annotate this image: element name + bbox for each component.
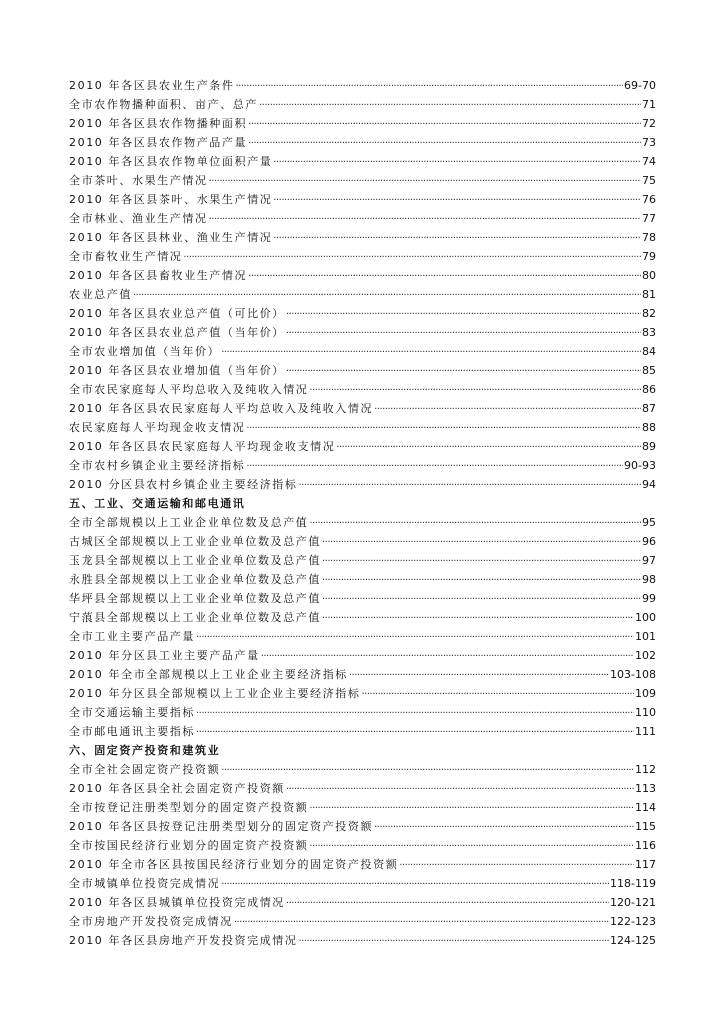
toc-entry[interactable] — [69, 513, 656, 532]
toc-entry[interactable] — [69, 722, 656, 741]
entry-title: 2010 年各区县茶叶、水果生产情况 — [69, 193, 273, 206]
toc-entry[interactable] — [69, 190, 656, 209]
toc-entry[interactable] — [69, 874, 656, 893]
dot-leader — [286, 894, 609, 913]
dot-leader — [322, 533, 641, 552]
page-number: 98 — [642, 573, 656, 586]
entry-title: 全市按登记注册类型划分的固定资产投资额 — [69, 801, 309, 814]
entry-title: 2010 年各区县畜牧业生产情况 — [69, 269, 248, 282]
page-number: 118-119 — [610, 877, 656, 890]
toc-entry[interactable] — [69, 817, 656, 836]
page-number: 81 — [642, 288, 656, 301]
page-number: 102 — [635, 649, 656, 662]
toc-entry[interactable] — [69, 171, 656, 190]
dot-leader — [322, 590, 641, 609]
dot-leader — [196, 723, 634, 742]
entry-title: 华坪县全部规模以上工业企业单位数及总产值 — [69, 592, 321, 605]
page-number: 103-108 — [610, 668, 656, 681]
toc-entry[interactable] — [69, 399, 656, 418]
entry-title: 2010 年各区县房地产开发投资完成情况 — [69, 934, 298, 947]
page-number: 79 — [642, 250, 656, 263]
toc-entry[interactable] — [69, 95, 656, 114]
toc-entry[interactable] — [69, 589, 656, 608]
entry-title: 全市畜牧业生产情况 — [69, 250, 183, 263]
entry-title: 永胜县全部规模以上工业企业单位数及总产值 — [69, 573, 321, 586]
dot-leader — [196, 704, 634, 723]
toc-entry[interactable] — [69, 76, 656, 95]
page-number: 76 — [642, 193, 656, 206]
toc-entry[interactable] — [69, 266, 656, 285]
dot-leader — [299, 932, 610, 951]
dot-leader — [309, 514, 641, 533]
entry-title: 农业总产值 — [69, 288, 132, 301]
entry-title: 全市房地产开发投资完成情况 — [69, 915, 233, 928]
entry-title: 2010 年各区县全社会固定资产投资额 — [69, 782, 285, 795]
dot-leader — [309, 837, 634, 856]
page-number: 112 — [635, 763, 656, 776]
entry-title: 全市农业增加值（当年价） — [69, 345, 221, 358]
entry-title: 全市农民家庭每人平均总收入及纯收入情况 — [69, 383, 309, 396]
toc-entry[interactable] — [69, 437, 656, 456]
dot-leader — [259, 96, 641, 115]
page-number: 116 — [635, 839, 656, 852]
toc-entry[interactable] — [69, 931, 656, 950]
dot-leader — [336, 438, 641, 457]
toc-section-heading[interactable] — [69, 494, 656, 513]
entry-title: 2010 年全市各区县按国民经济行业划分的固定资产投资额 — [69, 858, 399, 871]
dot-leader — [234, 913, 609, 932]
page-number: 97 — [642, 554, 656, 567]
page-number: 72 — [642, 117, 656, 130]
entry-title: 2010 年各区县农业总产值（当年价） — [69, 326, 285, 339]
dot-leader — [362, 685, 635, 704]
page-number: 77 — [642, 212, 656, 225]
toc-entry[interactable] — [69, 912, 656, 931]
dot-leader — [246, 457, 623, 476]
page-number: 83 — [642, 326, 656, 339]
entry-title: 2010 年各区县城镇单位投资完成情况 — [69, 896, 285, 909]
toc-entry[interactable] — [69, 760, 656, 779]
entry-title: 全市茶叶、水果生产情况 — [69, 174, 208, 187]
entry-title: 2010 年分区县工业主要产品产量 — [69, 649, 260, 662]
toc-entry[interactable] — [69, 836, 656, 855]
dot-leader — [221, 875, 609, 894]
dot-leader — [221, 761, 634, 780]
dot-leader — [299, 476, 642, 495]
toc-entry[interactable] — [69, 855, 656, 874]
entry-title: 全市按国民经济行业划分的固定资产投资额 — [69, 839, 309, 852]
toc-entry[interactable] — [69, 627, 656, 646]
page-number: 109 — [635, 687, 656, 700]
toc-entry[interactable] — [69, 114, 656, 133]
section-title: 六、固定资产投资和建筑业 — [69, 744, 221, 757]
toc-entry[interactable] — [69, 608, 656, 627]
page-number: 111 — [635, 725, 656, 738]
page-number: 73 — [642, 136, 656, 149]
entry-title: 2010 年各区县农业增加值（当年价） — [69, 364, 285, 377]
page-number: 74 — [642, 155, 656, 168]
page-number: 122-123 — [610, 915, 656, 928]
page-number: 87 — [642, 402, 656, 415]
entry-title: 全市全部规模以上工业企业单位数及总产值 — [69, 516, 309, 529]
toc-entry[interactable] — [69, 380, 656, 399]
section-title: 五、工业、交通运输和邮电通讯 — [69, 497, 246, 510]
dot-leader — [248, 115, 641, 134]
dot-leader — [273, 229, 641, 248]
entry-title: 2010 年各区县农作物单位面积产量 — [69, 155, 273, 168]
page-number: 117 — [635, 858, 656, 871]
page-number: 94 — [642, 478, 656, 491]
dot-leader — [349, 666, 609, 685]
page-number: 82 — [642, 307, 656, 320]
page-number: 96 — [642, 535, 656, 548]
toc-entry[interactable] — [69, 456, 656, 475]
page-number: 90-93 — [624, 459, 656, 472]
dot-leader — [286, 324, 641, 343]
page-number: 114 — [635, 801, 656, 814]
toc-entry[interactable] — [69, 779, 656, 798]
dot-leader — [133, 286, 641, 305]
entry-title: 农民家庭每人平均现金收支情况 — [69, 421, 246, 434]
toc-entry[interactable] — [69, 532, 656, 551]
toc-entry[interactable] — [69, 361, 656, 380]
entry-title: 全市邮电通讯主要指标 — [69, 725, 195, 738]
entry-title: 2010 年各区县农民家庭每人平均总收入及纯收入情况 — [69, 402, 374, 415]
page-number: 85 — [642, 364, 656, 377]
dot-leader — [286, 362, 641, 381]
page-number: 115 — [635, 820, 656, 833]
page-number: 78 — [642, 231, 656, 244]
toc-entry[interactable] — [69, 798, 656, 817]
entry-title: 2010 年分区县全部规模以上工业企业主要经济指标 — [69, 687, 361, 700]
dot-leader — [248, 134, 641, 153]
dot-leader — [322, 571, 641, 590]
toc-entry[interactable] — [69, 152, 656, 171]
toc-entry[interactable] — [69, 247, 656, 266]
page-number: 89 — [642, 440, 656, 453]
entry-title: 全市城镇单位投资完成情况 — [69, 877, 221, 890]
entry-title: 2010 分区县农村乡镇企业主要经济指标 — [69, 478, 298, 491]
toc-entry[interactable] — [69, 323, 656, 342]
toc-entry[interactable] — [69, 418, 656, 437]
page-number: 86 — [642, 383, 656, 396]
table-of-contents — [69, 76, 656, 950]
page-number: 88 — [642, 421, 656, 434]
toc-entry[interactable] — [69, 304, 656, 323]
dot-leader — [399, 856, 634, 875]
toc-entry[interactable] — [69, 551, 656, 570]
dot-leader — [309, 381, 641, 400]
entry-title: 2010 年各区县农民家庭每人平均现金收支情况 — [69, 440, 336, 453]
page-number: 75 — [642, 174, 656, 187]
dot-leader — [183, 248, 641, 267]
entry-title: 2010 年各区县林业、渔业生产情况 — [69, 231, 273, 244]
entry-title: 古城区全部规模以上工业企业单位数及总产值 — [69, 535, 321, 548]
toc-entry[interactable] — [69, 684, 656, 703]
dot-leader — [286, 305, 641, 324]
dot-leader — [209, 172, 641, 191]
page-number: 71 — [642, 98, 656, 111]
entry-title: 全市全社会固定资产投资额 — [69, 763, 221, 776]
page-number: 113 — [635, 782, 656, 795]
entry-title: 全市农作物播种面积、亩产、总产 — [69, 98, 258, 111]
toc-entry[interactable] — [69, 475, 656, 494]
dot-leader — [273, 191, 641, 210]
page-number: 99 — [642, 592, 656, 605]
entry-title: 2010 年各区县农作物产品产量 — [69, 136, 248, 149]
entry-title: 2010 年各区县农业总产值（可比价） — [69, 307, 285, 320]
page-number: 80 — [642, 269, 656, 282]
toc-section-heading[interactable] — [69, 741, 656, 760]
dot-leader — [221, 343, 641, 362]
page-number: 69-70 — [624, 79, 656, 92]
entry-title: 全市农村乡镇企业主要经济指标 — [69, 459, 246, 472]
dot-leader — [236, 77, 624, 96]
entry-title: 全市交通运输主要指标 — [69, 706, 195, 719]
entry-title: 2010 年全市全部规模以上工业企业主要经济指标 — [69, 668, 348, 681]
dot-leader — [246, 419, 641, 438]
page-number: 124-125 — [610, 934, 656, 947]
dot-leader — [322, 609, 634, 628]
dot-leader — [261, 647, 634, 666]
toc-entry[interactable] — [69, 893, 656, 912]
dot-leader — [286, 780, 634, 799]
toc-entry[interactable] — [69, 665, 656, 684]
page-number: 84 — [642, 345, 656, 358]
page-number: 95 — [642, 516, 656, 529]
dot-leader — [309, 799, 634, 818]
page-number: 100 — [635, 611, 656, 624]
entry-title: 2010 年各区县农业生产条件 — [69, 79, 235, 92]
toc-entry[interactable] — [69, 133, 656, 152]
dot-leader — [374, 818, 634, 837]
toc-entry[interactable] — [69, 570, 656, 589]
toc-entry[interactable] — [69, 342, 656, 361]
toc-entry[interactable] — [69, 703, 656, 722]
toc-entry[interactable] — [69, 209, 656, 228]
page-number: 120-121 — [610, 896, 656, 909]
toc-entry[interactable] — [69, 285, 656, 304]
dot-leader — [209, 210, 641, 229]
dot-leader — [248, 267, 641, 286]
toc-entry[interactable] — [69, 646, 656, 665]
toc-entry[interactable] — [69, 228, 656, 247]
dot-leader — [273, 153, 641, 172]
page-number: 101 — [635, 630, 656, 643]
entry-title: 2010 年各区县按登记注册类型划分的固定资产投资额 — [69, 820, 374, 833]
dot-leader — [322, 552, 641, 571]
dot-leader — [374, 400, 641, 419]
entry-title: 全市林业、渔业生产情况 — [69, 212, 208, 225]
entry-title: 宁蒗县全部规模以上工业企业单位数及总产值 — [69, 611, 321, 624]
dot-leader — [196, 628, 634, 647]
page-number: 110 — [635, 706, 656, 719]
entry-title: 2010 年各区县农作物播种面积 — [69, 117, 248, 130]
entry-title: 全市工业主要产品产量 — [69, 630, 195, 643]
entry-title: 玉龙县全部规模以上工业企业单位数及总产值 — [69, 554, 321, 567]
